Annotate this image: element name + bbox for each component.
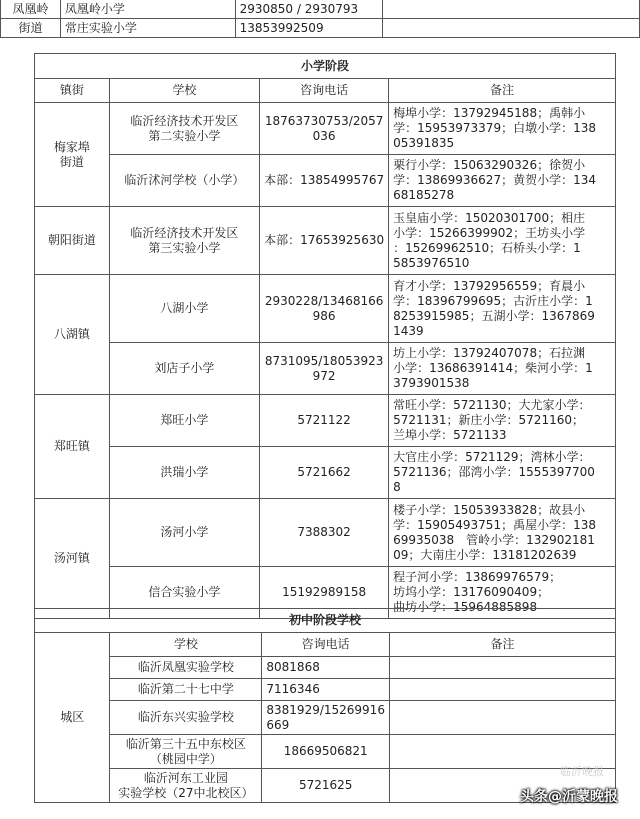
phone-cell: 18669506821 [262,735,390,769]
school-cell: 洪瑞小学 [109,447,259,499]
note-cell: 大官庄小学：5721129；湾林小学： 5721136；邵湾小学：1555397700 8 [389,447,616,499]
phone-cell: 5721122 [260,395,389,447]
top-partial-table [0,0,640,38]
town-cell: 街道 [1,19,61,38]
school-cell: 汤河小学 [109,499,259,567]
school-cell: 信合实验小学 [109,567,259,619]
header-row [35,633,616,657]
school-cell: 临沂经济技术开发区 第三实验小学 [109,207,259,275]
note-cell [389,701,615,735]
section-title: 小学阶段 [35,54,616,79]
school-cell: 刘店子小学 [109,343,259,395]
table-row [35,735,616,769]
phone-cell: 5721662 [260,447,389,499]
school-cell: 临沂经济技术开发区 第二实验小学 [109,103,259,155]
table-row [35,657,616,679]
town-cell: 朝阳街道 [35,207,110,275]
section-title-row [35,609,616,633]
section-title: 初中阶段学校 [35,609,616,633]
header-town: 镇街 [35,79,110,103]
note-cell: 梅埠小学：13792945188；禹韩小 学：15953973379；白墩小学：138 05391835 [389,103,616,155]
school-cell: 八湖小学 [109,275,259,343]
phone-cell: 15192989158 [260,567,389,619]
note-cell: 常旺小学：5721130；大尤家小学： 5721131；新庄小学：5721160； 兰埠小学：5721133 [389,395,616,447]
table-row [35,103,616,155]
town-cell: 汤河镇 [35,499,110,619]
table-row [35,395,616,447]
phone-cell: 本部：17653925630 [260,207,389,275]
header-row [35,79,616,103]
phone-cell: 2930228/13468166 986 [260,275,389,343]
note-cell: 楼子小学：15053933828；故县小 学：15905493751；禹屋小学：138 69935038 管岭小学：132902181 09；大南庄小学：13181202639 [389,499,616,567]
table-row [35,275,616,343]
school-cell: 临沂河东工业园 实验学校（27中北校区） [110,769,262,803]
phone-cell: 18763730753/2057 036 [260,103,389,155]
school-cell: 临沂第二十七中学 [110,679,262,701]
phone-cell: 2930850 / 2930793 [235,0,383,19]
phone-cell: 5721625 [262,769,390,803]
note-cell [383,0,640,19]
header-school: 学校 [109,79,259,103]
town-cell: 凤凰岭 [1,0,61,19]
school-cell: 临沂第三十五中东校区 （桃园中学） [110,735,262,769]
phone-cell: 7388302 [260,499,389,567]
header-phone: 咨询电话 [262,633,390,657]
table-row [1,0,640,19]
school-cell: 临沂凤凰实验学校 [110,657,262,679]
table-row [1,19,640,38]
town-cell: 城区 [35,633,110,803]
school-cell: 郑旺小学 [109,395,259,447]
header-note: 备注 [389,79,616,103]
table-row [35,207,616,275]
note-cell [389,657,615,679]
phone-cell: 8731095/18053923 972 [260,343,389,395]
table-row [35,679,616,701]
header-school: 学校 [110,633,262,657]
note-cell: 程子河小学：13869976579； 坊坞小学：13176090409； 曲坊小学：15964885898 [389,567,616,619]
note-cell [383,19,640,38]
note-cell [389,679,615,701]
town-cell: 郑旺镇 [35,395,110,499]
town-cell: 八湖镇 [35,275,110,395]
table-row [35,343,616,395]
phone-cell: 13853992509 [235,19,383,38]
school-cell: 常庄实验小学 [60,19,235,38]
section-title-row [35,54,616,79]
primary-school-table [34,53,616,619]
school-cell: 临沂东兴实验学校 [110,701,262,735]
school-cell: 临沂沭河学校（小学） [109,155,259,207]
note-cell: 玉皇庙小学：15020301700；相庄 小学：15266399902；王坊头小学 ：15269962510；石桥头小学：1 5853976510 [389,207,616,275]
note-cell: 栗行小学：15063290326；徐贺小 学：13869936627；黄贺小学：134 68185278 [389,155,616,207]
table-row [35,447,616,499]
town-cell: 梅家埠 街道 [35,103,110,207]
note-cell: 坊上小学：13792407078；石拉渊 小学：13686391414；柴河小学：1 3793901538 [389,343,616,395]
watermark: 头条@沂蒙晚报 [520,789,618,805]
phone-cell: 7116346 [262,679,390,701]
header-phone: 咨询电话 [260,79,389,103]
phone-cell: 8081868 [262,657,390,679]
header-note: 备注 [389,633,615,657]
table-row [35,155,616,207]
school-cell: 凤凰岭小学 [60,0,235,19]
phone-cell: 本部：13854995767 [260,155,389,207]
table-row [35,701,616,735]
note-cell: 育才小学：13792956559；育晨小 学：18396799695；古沂庄小学：1 8253915985；五湖小学：1367869 1439 [389,275,616,343]
middle-school-table [34,608,616,803]
table-row [35,499,616,567]
phone-cell: 8381929/15269916 669 [262,701,390,735]
faint-watermark: 临沂晚报 [560,765,604,778]
